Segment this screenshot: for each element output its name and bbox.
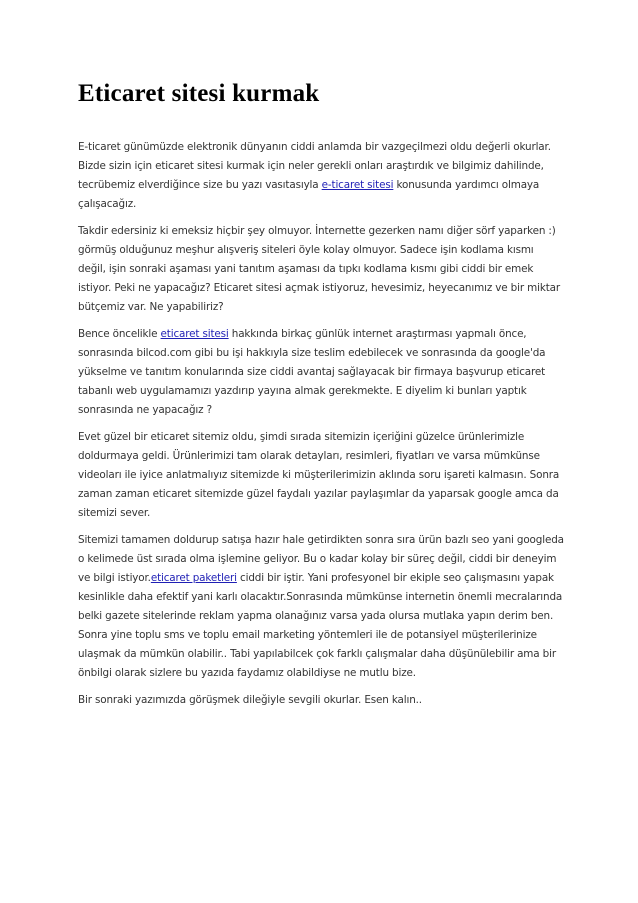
paragraph-1 bbox=[78, 138, 564, 214]
paragraph-text: konusunda yardımcı olmaya çalışacağız. bbox=[78, 179, 540, 210]
paragraph-text: ciddi bir iştir. Yani profesyonel bir ekiple seo çalışmasını yapak kesinlikle daha efektif yani karlı olacaktır.Sonrasında mümkünse internetin önemli mecralarında belki gazete sitelerinde reklam yapma olanağınız varsa yada olursa mutlaka yapın derim ben. Sonra yine toplu sms ve toplu email marketing yöntemleri ile de potansiyel müşterilerinize ulaşmak da mümkün olabilir.. Tabi yapılabilcek çok farklı çalışmalar daha düşünülebilir ama bir önbilgi olarak sizlere bu yazıda faydamız olabildiyse ne mutlu bize. bbox=[78, 572, 563, 679]
link-e-ticaret-sitesi[interactable]: e-ticaret sitesi bbox=[321, 179, 394, 191]
paragraph-text: E-ticaret günümüzde elektronik dünyanın ciddi anlamda bir vazgeçilmezi oldu değerli okurlar. Bizde sizin için eticaret sitesi kurmak için neler gerekli onları araştırdık ve bilgimiz dahilinde, tecrübemiz elverdiğince size bu yazı vasıtasıyla bbox=[78, 141, 551, 191]
paragraph-text: hakkında birkaç günlük internet araştırması yapmalı önce, sonrasında bilcod.com gibi bu işi hakkıyla size teslim edebilecek ve sonrasında da google'da yükselme ve tanıtım konularında size ciddi avantaj sağlayacak bir firmaya başvurup eticaret tabanlı web uygulamamızı yazdırıp yayına almak gerekmekte. E diyelim ki bunları yaptık sonrasında ne yapacağız ? bbox=[78, 328, 546, 416]
paragraph-4 bbox=[78, 428, 564, 523]
paragraph-6 bbox=[78, 691, 564, 710]
paragraph-3 bbox=[78, 325, 564, 420]
paragraph-5 bbox=[78, 531, 564, 683]
paragraph-text: Bence öncelikle bbox=[78, 328, 161, 340]
document-title: Eticaret sitesi kurmak bbox=[78, 80, 320, 107]
paragraph-text: Takdir edersiniz ki emeksiz hiçbir şey olmuyor. İnternette gezerken namı diğer sörf yaparken :) görmüş olduğunuz meşhur alışveriş siteleri öyle kolay olmuyor. Sadece işin kodlama kısmı değil, işin sonraki aşaması yani tanıtım aşaması da tıpkı kodlama kısmı gibi ciddi bir emek istiyor. Peki ne yapacağız? Eticaret sitesi açmak istiyoruz, hevesimiz, heyecanımız ve bir miktar bütçemiz var. Ne yapabiliriz? bbox=[78, 225, 560, 313]
link-eticaret-paketleri[interactable]: eticaret paketleri bbox=[150, 572, 237, 584]
paragraph-text: Evet güzel bir eticaret sitemiz oldu, şimdi sırada sitemizin içeriğini güzelce ürünlerimizle doldurmaya geldi. Ürünlerimizi tam olarak detayları, resimleri, fiyatları ve varsa mümkünse videoları ile iyice anlatmalıyız sitemizde ki müşterilerimizin aklında soru işareti kalmasın. Sonra zaman zaman eticaret sitemizde güzel faydalı yazılar paylaşımlar da yaparsak google amca da sitemizi sever. bbox=[78, 431, 560, 519]
document-body bbox=[78, 80, 564, 718]
paragraph-text: Bir sonraki yazımızda görüşmek dileğiyle sevgili okurlar. Esen kalın.. bbox=[78, 694, 422, 706]
paragraph-text: Sitemizi tamamen doldurup satışa hazır hale getirdikten sonra sıra ürün bazlı seo yani googleda o kelimede üst sırada olma işlemine geliyor. Bu o kadar kolay bir süreç değil, ciddi bir deneyim ve bilgi istiyor. bbox=[78, 534, 564, 584]
link-eticaret-sitesi[interactable]: eticaret sitesi bbox=[160, 328, 229, 340]
paragraph-2 bbox=[78, 222, 564, 317]
